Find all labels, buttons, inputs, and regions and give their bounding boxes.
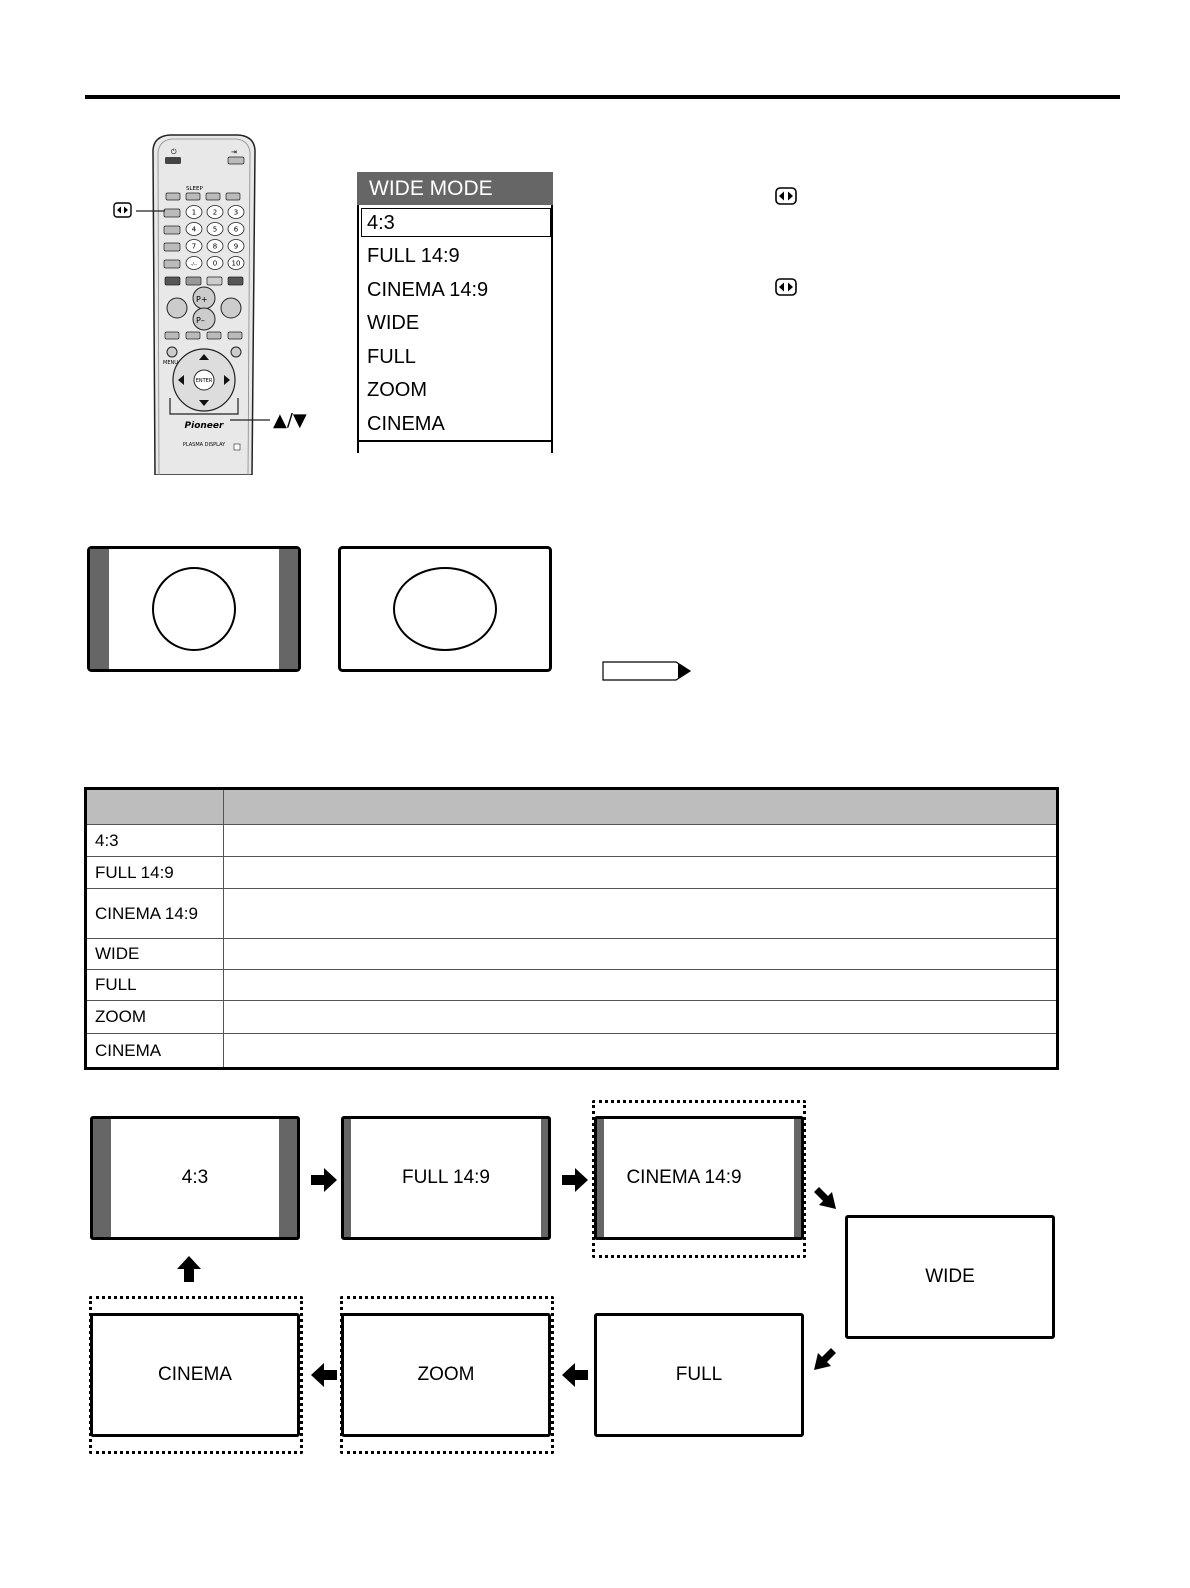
menu-item-cinema[interactable]: CINEMA <box>367 413 445 435</box>
table-cell-description <box>224 970 1058 1001</box>
svg-text:⏻: ⏻ <box>171 148 177 156</box>
wide-mode-table <box>84 787 1059 1070</box>
table-cell-mode: FULL 14:9 <box>86 857 224 889</box>
screen-label: CINEMA <box>158 1364 232 1385</box>
table-header-description <box>224 789 1058 825</box>
arrow-left-icon <box>560 1360 590 1390</box>
table-cell-mode: WIDE <box>86 939 224 970</box>
wide-key-icon <box>775 278 797 296</box>
svg-text:Pioneer: Pioneer <box>184 421 224 431</box>
table-cell-mode: 4:3 <box>86 825 224 857</box>
menu-item-4-3[interactable]: 4:3 <box>367 212 395 234</box>
keypad-label: 0 <box>212 259 218 268</box>
keypad-label: 6 <box>233 225 239 234</box>
screen-label: ZOOM <box>417 1364 475 1385</box>
menu-item-zoom[interactable]: ZOOM <box>367 379 427 401</box>
screen-wide <box>845 1215 1055 1339</box>
table-row <box>86 1001 1058 1034</box>
screen-label: WIDE <box>925 1266 975 1287</box>
table-row <box>86 939 1058 970</box>
table-cell-description <box>224 939 1058 970</box>
arrow-up-icon <box>174 1254 204 1284</box>
menu-item-wide[interactable]: WIDE <box>367 312 420 334</box>
svg-text:P+: P+ <box>196 295 208 304</box>
svg-text:P–: P– <box>196 316 205 325</box>
top-rule <box>85 95 1120 99</box>
aspect-4-3-illustration <box>87 546 301 672</box>
table-row <box>86 970 1058 1001</box>
table-cell-mode: CINEMA 14:9 <box>86 889 224 939</box>
keypad-label: 10 <box>231 259 241 268</box>
keypad-label: 9 <box>233 242 239 251</box>
arrow-left-icon <box>309 1360 339 1390</box>
table-cell-description <box>224 857 1058 889</box>
menu-title: WIDE MODE <box>357 172 553 205</box>
arrow-right-icon <box>309 1165 339 1195</box>
table-cell-description <box>224 889 1058 939</box>
wide-mode-menu <box>355 170 555 453</box>
sleep-label: SLEEP <box>186 186 203 192</box>
table-cell-description <box>224 1001 1058 1034</box>
keypad-label: -/-- <box>190 262 198 268</box>
table-cell-mode: FULL <box>86 970 224 1001</box>
arrow-down-right-icon <box>810 1183 840 1213</box>
keypad-label: 5 <box>212 225 218 234</box>
svg-text:MENU: MENU <box>163 360 178 366</box>
menu-item-cinema-14-9[interactable]: CINEMA 14:9 <box>367 279 489 301</box>
screen-label: FULL 14:9 <box>401 1167 490 1188</box>
svg-text:ENTER: ENTER <box>195 378 213 384</box>
table-row <box>86 857 1058 889</box>
table-cell-description <box>224 825 1058 857</box>
keypad-label: 3 <box>233 208 239 217</box>
table-header-mode <box>86 789 224 825</box>
table-row <box>86 825 1058 857</box>
screen-label: FULL <box>675 1364 723 1385</box>
screen-label: CINEMA 14:9 <box>626 1167 742 1188</box>
svg-text:PLASMA DISPLAY: PLASMA DISPLAY <box>182 442 226 448</box>
screen-full-14-9 <box>341 1116 551 1240</box>
note-arrow-icon <box>602 660 692 682</box>
menu-bottom-line <box>357 440 553 442</box>
table-header-row <box>86 789 1058 825</box>
wide-key-icon <box>775 187 797 205</box>
screen-4-3 <box>90 1116 300 1240</box>
screen-zoom <box>341 1313 551 1437</box>
aspect-wide-illustration <box>338 546 552 672</box>
keypad-label: 4 <box>191 225 197 234</box>
keypad-label: 1 <box>191 208 197 217</box>
keypad-label: 8 <box>212 242 218 251</box>
arrow-down-left-icon <box>810 1344 840 1374</box>
keypad-label: 2 <box>212 208 218 217</box>
screen-label: 4:3 <box>181 1167 209 1188</box>
remote-control-illustration <box>110 130 325 475</box>
menu-item-full[interactable]: FULL <box>367 346 416 368</box>
arrow-right-icon <box>560 1165 590 1195</box>
screen-full <box>594 1313 804 1437</box>
svg-text:⇥: ⇥ <box>231 148 237 156</box>
table-row <box>86 1034 1058 1069</box>
table-row <box>86 889 1058 939</box>
screen-cinema <box>90 1313 300 1437</box>
screen-cinema-14-9 <box>594 1116 804 1240</box>
table-cell-mode: ZOOM <box>86 1001 224 1034</box>
table-cell-mode: CINEMA <box>86 1034 224 1069</box>
keypad-label: 7 <box>191 242 197 251</box>
menu-item-full-14-9[interactable]: FULL 14:9 <box>367 245 460 267</box>
svg-text:▲/▼: ▲/▼ <box>273 410 307 431</box>
table-cell-description <box>224 1034 1058 1069</box>
